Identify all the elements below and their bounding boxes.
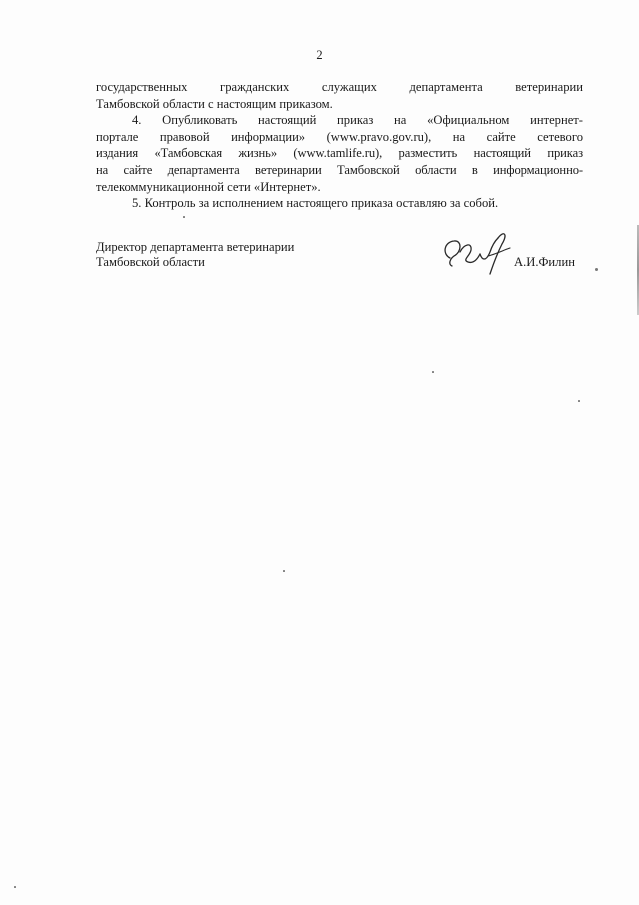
scan-speck <box>283 570 285 572</box>
paragraph-4-line: 4. Опубликовать настоящий приказ на «Официальном интернет- <box>132 113 583 128</box>
signatory-position: Директор департамента ветеринарии <box>96 240 295 254</box>
document-body <box>96 79 583 212</box>
scan-speck <box>183 216 185 218</box>
signature-block <box>96 240 583 270</box>
signatory-name: А.И.Филин <box>514 255 575 269</box>
scan-speck <box>432 371 434 373</box>
paragraph-line: Тамбовской области с настоящим приказом. <box>96 96 333 111</box>
scan-speck <box>578 400 580 402</box>
page-number: 2 <box>316 48 323 62</box>
paragraph-4-line: на сайте департамента ветеринарии Тамбовской области в информационно- <box>96 162 583 177</box>
paragraph-line: государственных гражданских служащих департамента ветеринарии <box>96 80 583 94</box>
scan-speck <box>14 886 16 888</box>
scan-speck <box>595 268 598 271</box>
paragraph-5-line: 5. Контроль за исполнением настоящего приказа оставляю за собой. <box>132 196 499 211</box>
paragraph-4-line: издания «Тамбовская жизнь» (www.tamlife.ru), разместить настоящий приказ <box>96 146 583 161</box>
signatory-position: Тамбовской области <box>96 255 205 269</box>
handwritten-signature <box>438 228 518 280</box>
paragraph-4-line: телекоммуникационной сети «Интернет». <box>96 179 321 194</box>
paragraph-4-line: портале правовой информации» (www.pravo.gov.ru), на сайте сетевого <box>96 129 583 144</box>
